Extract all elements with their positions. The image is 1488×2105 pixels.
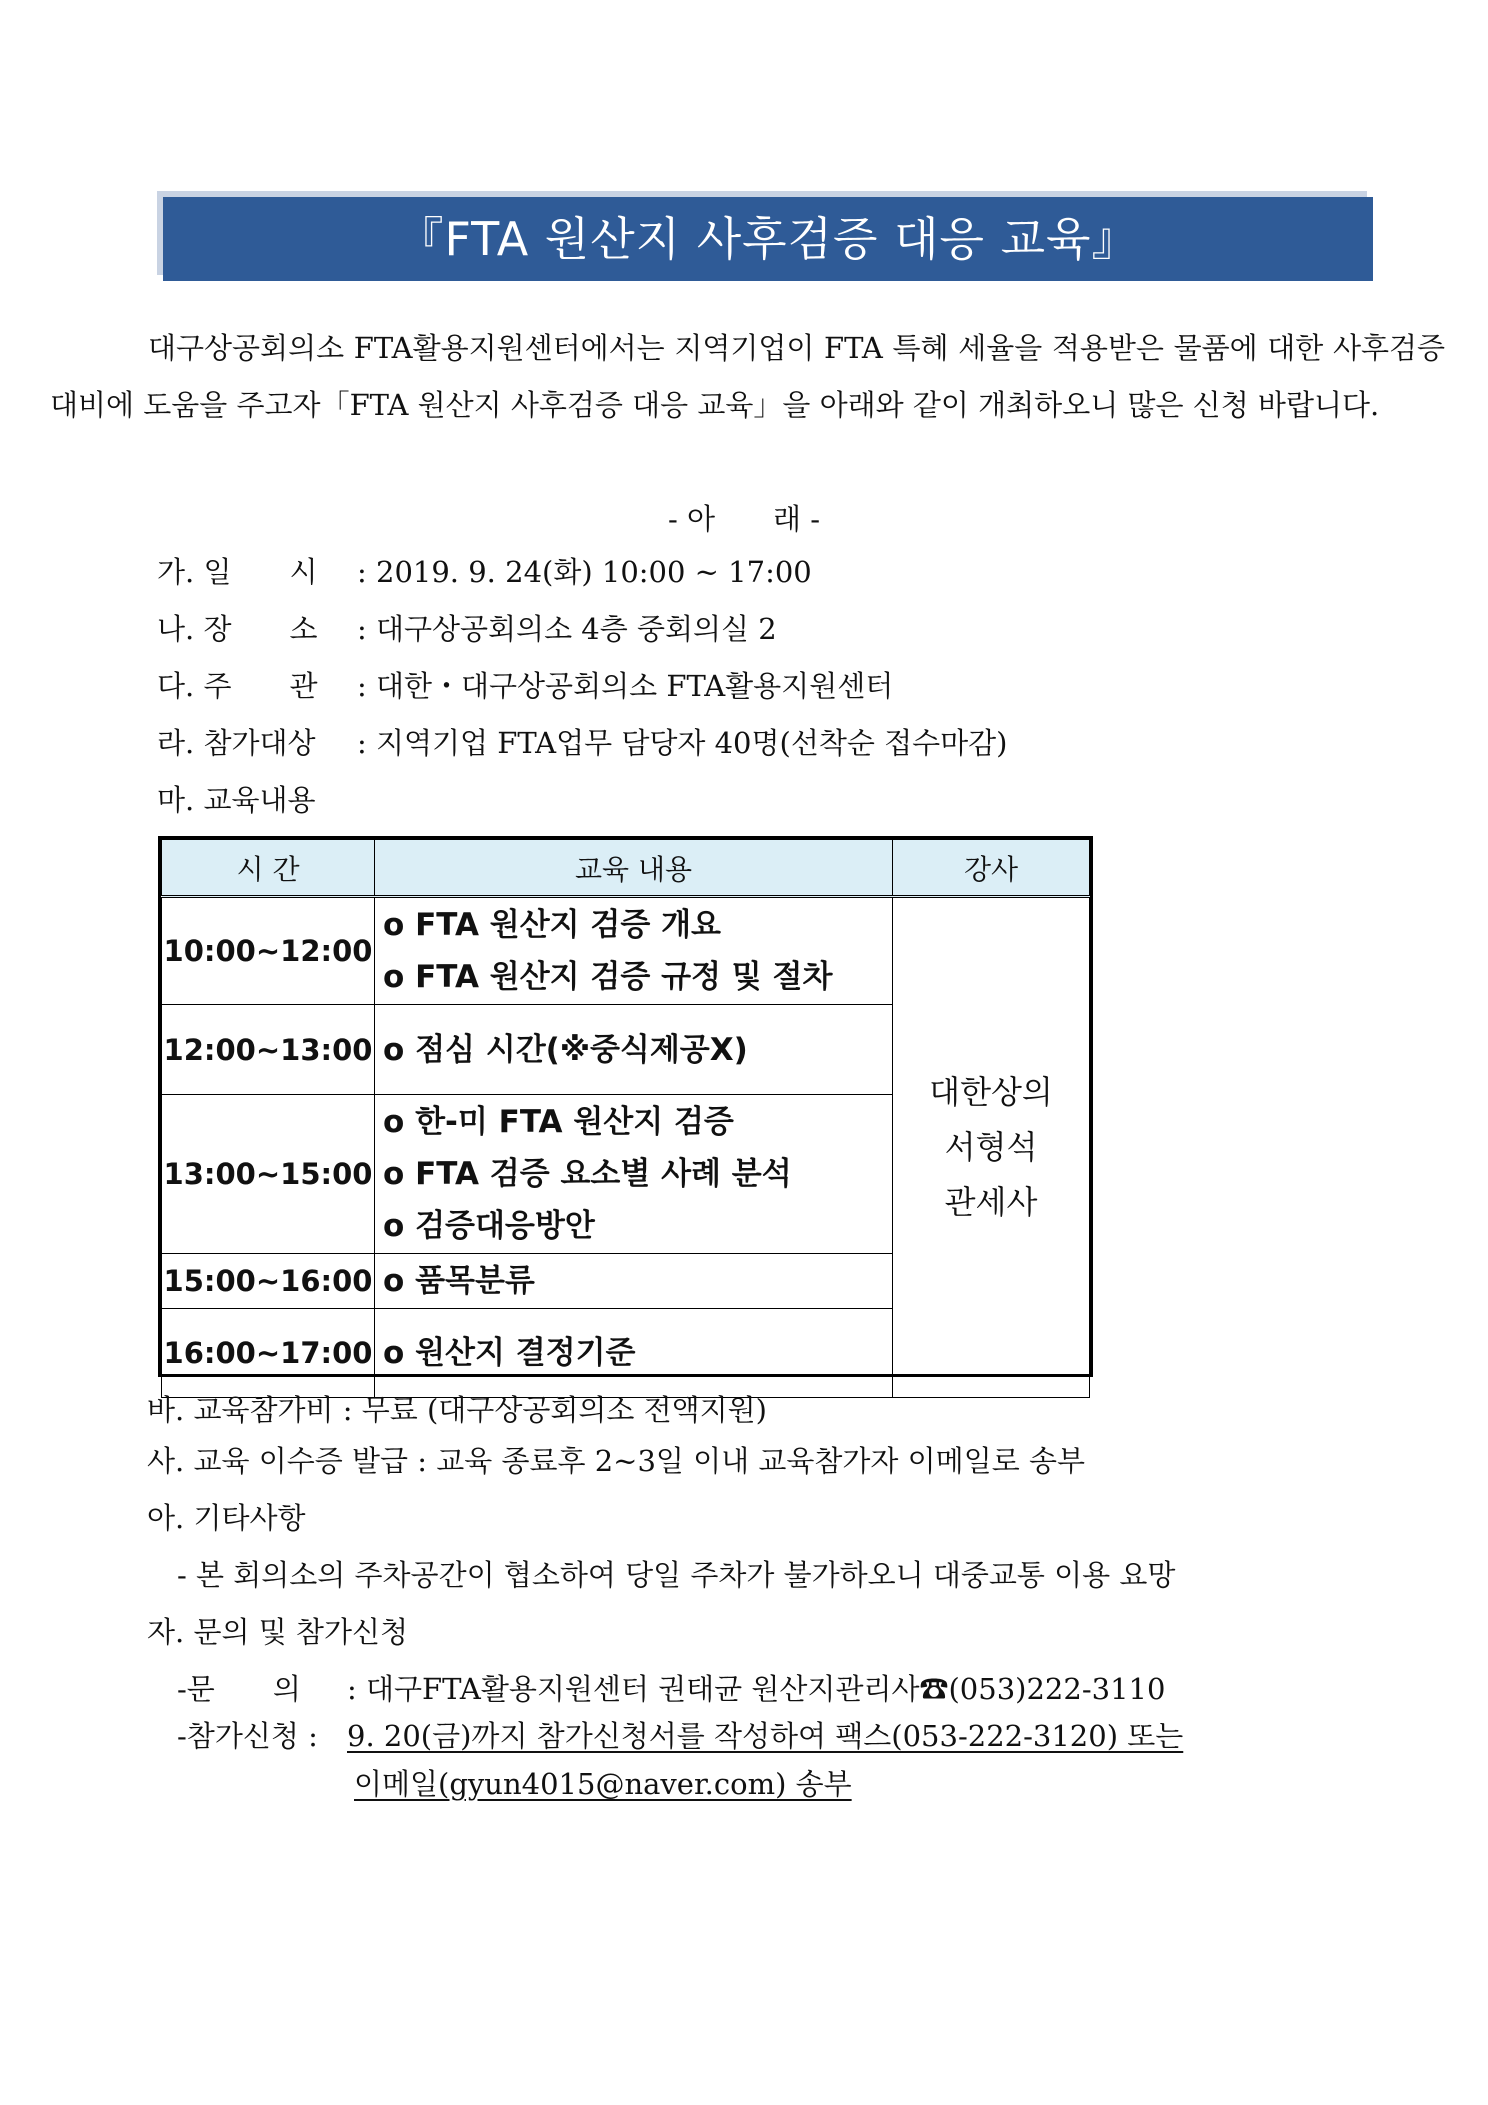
row-content (375, 1309, 893, 1398)
contact-inquiry-key: -문 의 (177, 1672, 301, 1706)
item-content-heading: 마. 교육내용 (157, 783, 316, 817)
lecturer-name: 서형석 (944, 1128, 1038, 1166)
row-time: 13:00~15:00 (162, 1095, 375, 1254)
contact-apply-value-2: 이메일(gyun4015@naver.com) 송부 (354, 1767, 852, 1801)
row-content (375, 1254, 893, 1309)
contact-apply-key: -참가신청 : (177, 1719, 318, 1753)
content-item: o FTA 검증 요소별 사례 분석 (383, 1156, 792, 1192)
row-content (375, 897, 893, 1005)
item-venue (157, 607, 777, 648)
item-contact-heading: 자. 문의 및 참가신청 (147, 1615, 408, 1649)
content-item: o FTA 원산지 검증 개요 (383, 907, 721, 943)
row-time: 16:00~17:00 (162, 1309, 375, 1398)
content-item: o 점심 시간(※중식제공X) (383, 1031, 748, 1068)
item-host (157, 664, 893, 705)
lecturer-org: 대한상의 (929, 1073, 1053, 1111)
header-content: 교육 내용 (375, 840, 893, 897)
row-content (375, 1095, 893, 1254)
row-content (375, 1005, 893, 1095)
header-time: 시 간 (162, 840, 375, 897)
row-time: 10:00~12:00 (162, 897, 375, 1005)
item-venue-key: 나. 장 소 (157, 612, 318, 646)
header-lecturer: 강사 (893, 840, 1090, 897)
content-item: o 한-미 FTA 원산지 검증 (383, 1104, 734, 1140)
intro-text: 대구상공회의소 FTA활용지원센터에서는 지역기업이 FTA 특혜 세율을 적용받은 물품에 대한 사후검증 대비에 도움을 주고자「FTA 원산지 사후검증 대응 교육」을 아래와 같이 개최하오니 많은 신청 바랍니다. (50, 331, 1445, 422)
table-row (162, 897, 1090, 1005)
contact-apply (177, 1714, 1183, 1755)
item-fee: 바. 교육참가비 : 무료 (대구상공회의소 전액지원) (147, 1393, 767, 1427)
item-host-key: 다. 주 관 (157, 669, 318, 703)
item-etc-heading: 아. 기타사항 (147, 1501, 306, 1535)
schedule-header-row (162, 840, 1090, 897)
contact-apply-line-2 (354, 1762, 852, 1803)
item-date-key: 가. 일 시 (157, 555, 318, 589)
schedule-table (158, 836, 1093, 1377)
item-etc-note: - 본 회의소의 주차공간이 협소하여 당일 주차가 불가하오니 대중교통 이용 요망 (177, 1558, 1176, 1592)
document-title: 『FTA 원산지 사후검증 대응 교육』 (163, 197, 1373, 281)
contact-inquiry (177, 1667, 1165, 1708)
item-venue-value: : 대구상공회의소 4층 중회의실 2 (357, 612, 777, 646)
content-item: o FTA 원산지 검증 규정 및 절차 (383, 959, 833, 995)
item-host-value: : 대한・대구상공회의소 FTA활용지원센터 (357, 669, 894, 703)
lecturer-title: 관세사 (944, 1183, 1038, 1221)
item-target-key: 라. 참가대상 (157, 726, 316, 760)
contact-inquiry-value: : 대구FTA활용지원센터 권태균 원산지관리사☎(053)222-3110 (347, 1672, 1166, 1706)
intro-paragraph (50, 320, 1445, 434)
contact-apply-value-1: 9. 20(금)까지 참가신청서를 작성하여 팩스(053-222-3120) 또는 (347, 1719, 1184, 1753)
row-time: 15:00~16:00 (162, 1254, 375, 1309)
item-certificate: 사. 교육 이수증 발급 : 교육 종료후 2~3일 이내 교육참가자 이메일로 송부 (147, 1444, 1085, 1478)
item-target-value: : 지역기업 FTA업무 담당자 40명(선착순 접수마감) (357, 726, 1008, 760)
lecturer-cell (893, 897, 1090, 1398)
item-date (157, 550, 812, 591)
content-item: o 품목분류 (383, 1263, 535, 1299)
item-target (157, 721, 1007, 762)
section-heading: - 아 래 - (667, 502, 821, 536)
content-item: o 원산지 결정기준 (383, 1335, 636, 1371)
content-item: o 검증대응방안 (383, 1208, 595, 1244)
item-date-value: : 2019. 9. 24(화) 10:00 ~ 17:00 (357, 555, 812, 589)
row-time: 12:00~13:00 (162, 1005, 375, 1095)
